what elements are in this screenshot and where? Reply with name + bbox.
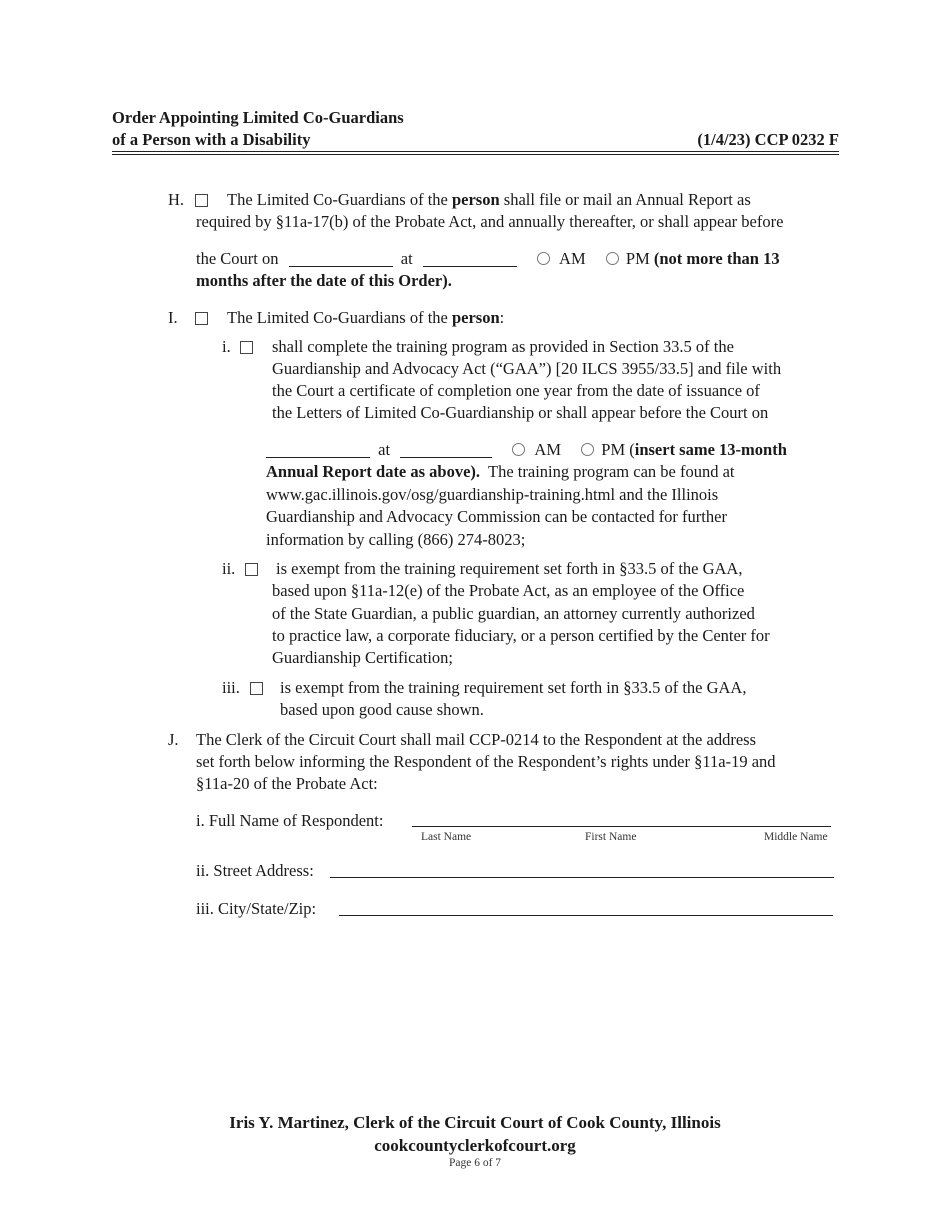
header-rule-bottom [112,154,839,155]
sub-iii-checkbox[interactable] [250,682,263,695]
street-address-input[interactable] [330,877,834,878]
form-title [112,107,404,151]
section-h-line4: months after the date of this Order). [196,271,452,290]
street-address-label: ii. Street Address: [196,861,314,880]
header-rule-top [112,151,839,152]
sub-i-line7: www.gac.illinois.gov/osg/guardianship-training.html and the Illinois [266,485,719,504]
sub-iii-line2: based upon good cause shown. [280,700,484,719]
section-i-checkbox[interactable] [195,312,208,325]
section-h-date-line: the Court on at AM PM (not more than 13 [196,249,780,268]
section-h-time-blank[interactable] [423,250,517,267]
sub-i-am-radio[interactable] [512,443,525,456]
section-h-letter: H. [168,190,185,209]
full-name-input[interactable] [412,826,831,827]
sub-i-label: i. [222,337,231,356]
sub-ii-line4: to practice law, a corporate fiduciary, or a person certified by the Center for [272,626,770,645]
sub-ii-line2: based upon §11a-12(e) of the Probate Act, as an employee of the Office [272,581,745,600]
footer-website[interactable]: cookcountyclerkofcourt.org [374,1136,576,1155]
city-state-zip-label: iii. City/State/Zip: [196,899,317,918]
section-i-intro: The Limited Co-Guardians of the person: [227,308,505,327]
sub-i-line1: shall complete the training program as provided in Section 33.5 of the [272,337,734,356]
sub-i-date-blank[interactable] [266,441,370,458]
sub-iii-line1: is exempt from the training requirement set forth in §33.5 of the GAA, [280,678,747,697]
sub-i-pm-radio[interactable] [581,443,594,456]
section-j-line3: §11a-20 of the Probate Act: [196,774,378,793]
section-j-line1: The Clerk of the Circuit Court shall mail CCP-0214 to the Respondent at the address [196,730,756,749]
sub-i-date-line: at AM PM (insert same 13-month [266,439,787,462]
section-j-letter: J. [168,730,179,749]
sub-i-line3: the Court a certificate of completion one year from the date of issuance of [272,381,760,400]
page-number: Page 6 of 7 [448,1157,502,1169]
section-j-line2: set forth below informing the Respondent of the Respondent’s rights under §11a-19 and [196,752,776,771]
city-state-zip-input[interactable] [339,915,833,916]
section-h-checkbox[interactable] [195,194,208,207]
section-h-am-radio[interactable] [537,252,550,265]
sub-ii-line1: is exempt from the training requirement set forth in §33.5 of the GAA, [276,559,743,578]
section-i-letter: I. [168,308,178,327]
sub-ii-line5: Guardianship Certification; [272,648,453,667]
sub-ii-line3: of the State Guardian, a public guardian, an attorney currently authorized [272,604,755,623]
form-code: (1/4/23) CCP 0232 F [697,130,839,149]
sub-i-line8: Guardianship and Advocacy Commission can be contacted for further [266,507,727,526]
sub-i-time-blank[interactable] [400,441,492,458]
last-name-caption: Last Name [421,831,472,843]
sub-i-checkbox[interactable] [240,341,253,354]
sub-i-line4: the Letters of Limited Co-Guardianship or shall appear before the Court on [272,403,769,422]
sub-i-line6: Annual Report date as above). The training program can be found at [266,462,735,481]
full-name-label: i. Full Name of Respondent: [196,811,384,830]
section-h-date-blank[interactable] [289,250,393,267]
section-h-line1: The Limited Co-Guardians of the person shall file or mail an Annual Report as [227,190,751,209]
form-title-line1: Order Appointing Limited Co-Guardians [112,108,404,127]
first-name-caption: First Name [585,831,637,843]
sub-i-line2: Guardianship and Advocacy Act (“GAA”) [20 ILCS 3955/33.5] and file with [272,359,782,378]
sub-ii-checkbox[interactable] [245,563,258,576]
sub-i-line9: information by calling (866) 274-8023; [266,530,526,549]
form-title-line2: of a Person with a Disability [112,130,311,149]
sub-iii-label: iii. [222,678,240,697]
sub-ii-label: ii. [222,559,236,578]
section-h-pm-radio[interactable] [606,252,619,265]
middle-name-caption: Middle Name [764,831,828,843]
section-h-line2: required by §11a-17(b) of the Probate Act, and annually thereafter, or shall appear before [196,212,784,231]
footer-clerk: Iris Y. Martinez, Clerk of the Circuit Court of Cook County, Illinois [229,1113,721,1132]
